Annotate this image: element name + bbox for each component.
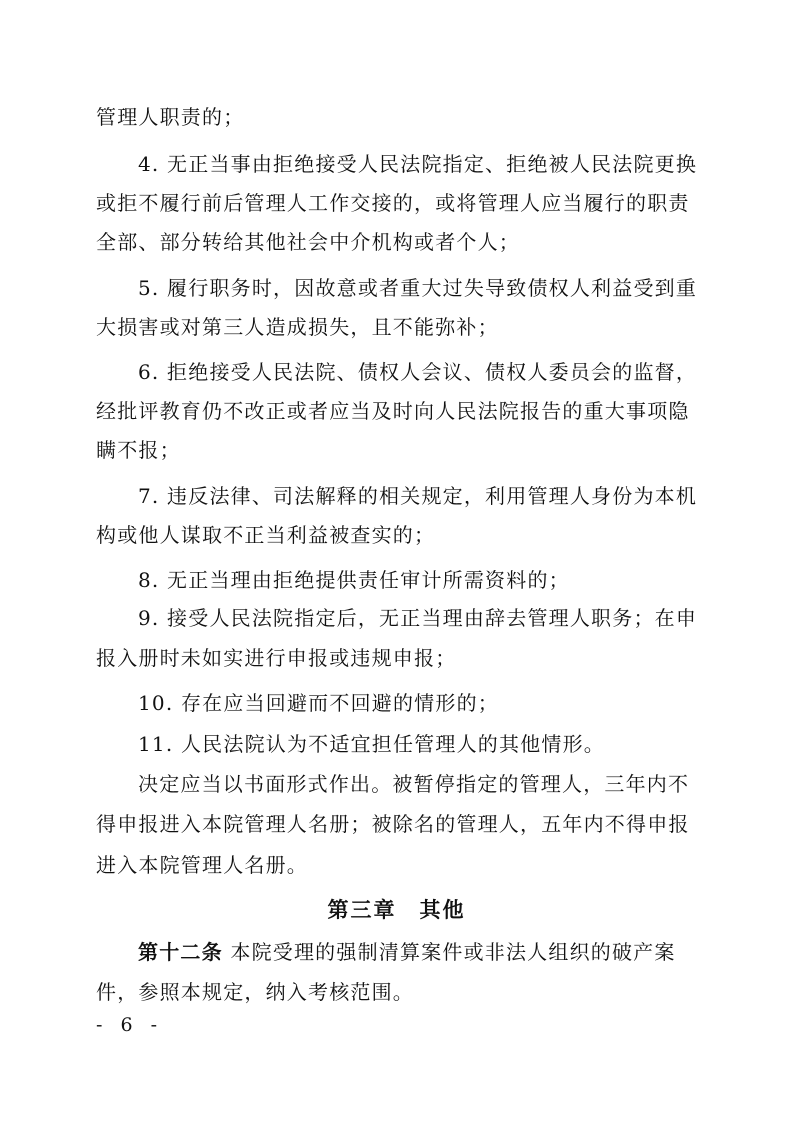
list-item-8: 8. 无正当理由拒绝提供责任审计所需资料的； (138, 568, 570, 592)
article-text: 本院受理的强制清算案件或非法人组织的破产案 (222, 940, 676, 964)
article-line (138, 938, 676, 966)
list-item-11: 11. 人民法院认为不适宜担任管理人的其他情形。 (138, 732, 605, 756)
text-line: 或拒不履行前后管理人工作交接的，或将管理人应当履行的职责 (96, 191, 690, 215)
text-line: 经批评教育仍不改正或者应当及时向人民法院报告的重大事项隐 (96, 399, 690, 423)
paragraph-line: 决定应当以书面形式作出。被暂停指定的管理人，三年内不 (138, 772, 690, 796)
text-line: 全部、部分转给其他社会中介机构或者个人； (96, 230, 520, 254)
list-item-4: 4. 无正当事由拒绝接受人民法院指定、拒绝被人民法院更换 (138, 152, 698, 176)
text-line: 构或他人谋取不正当利益被查实的； (96, 523, 436, 547)
list-item-10: 10. 存在应当回避而不回避的情形的； (138, 691, 499, 715)
list-item-5: 5. 履行职务时，因故意或者重大过失导致债权人利益受到重 (138, 276, 698, 300)
text-line: 件，参照本规定，纳入考核范围。 (96, 980, 414, 1004)
chapter-heading: 第三章 其他 (327, 898, 466, 922)
article-label: 第十二条 (138, 940, 223, 964)
text-line: 进入本院管理人名册。 (96, 853, 308, 877)
text-line: 报入册时未如实进行申报或违规申报； (96, 646, 457, 670)
page-number: - 6 - (96, 1014, 164, 1036)
text-line: 瞒不报； (96, 438, 181, 462)
list-item-6: 6. 拒绝接受人民法院、债权人会议、债权人委员会的监督， (138, 360, 698, 384)
list-item-7: 7. 违反法律、司法解释的相关规定，利用管理人身份为本机 (138, 484, 698, 508)
text-line: 管理人职责的； (96, 105, 245, 129)
text-line: 得申报进入本院管理人名册；被除名的管理人，五年内不得申报 (96, 812, 690, 836)
list-item-9: 9. 接受人民法院指定后，无正当理由辞去管理人职务；在申 (138, 606, 698, 630)
text-line: 大损害或对第三人造成损失，且不能弥补； (96, 315, 499, 339)
